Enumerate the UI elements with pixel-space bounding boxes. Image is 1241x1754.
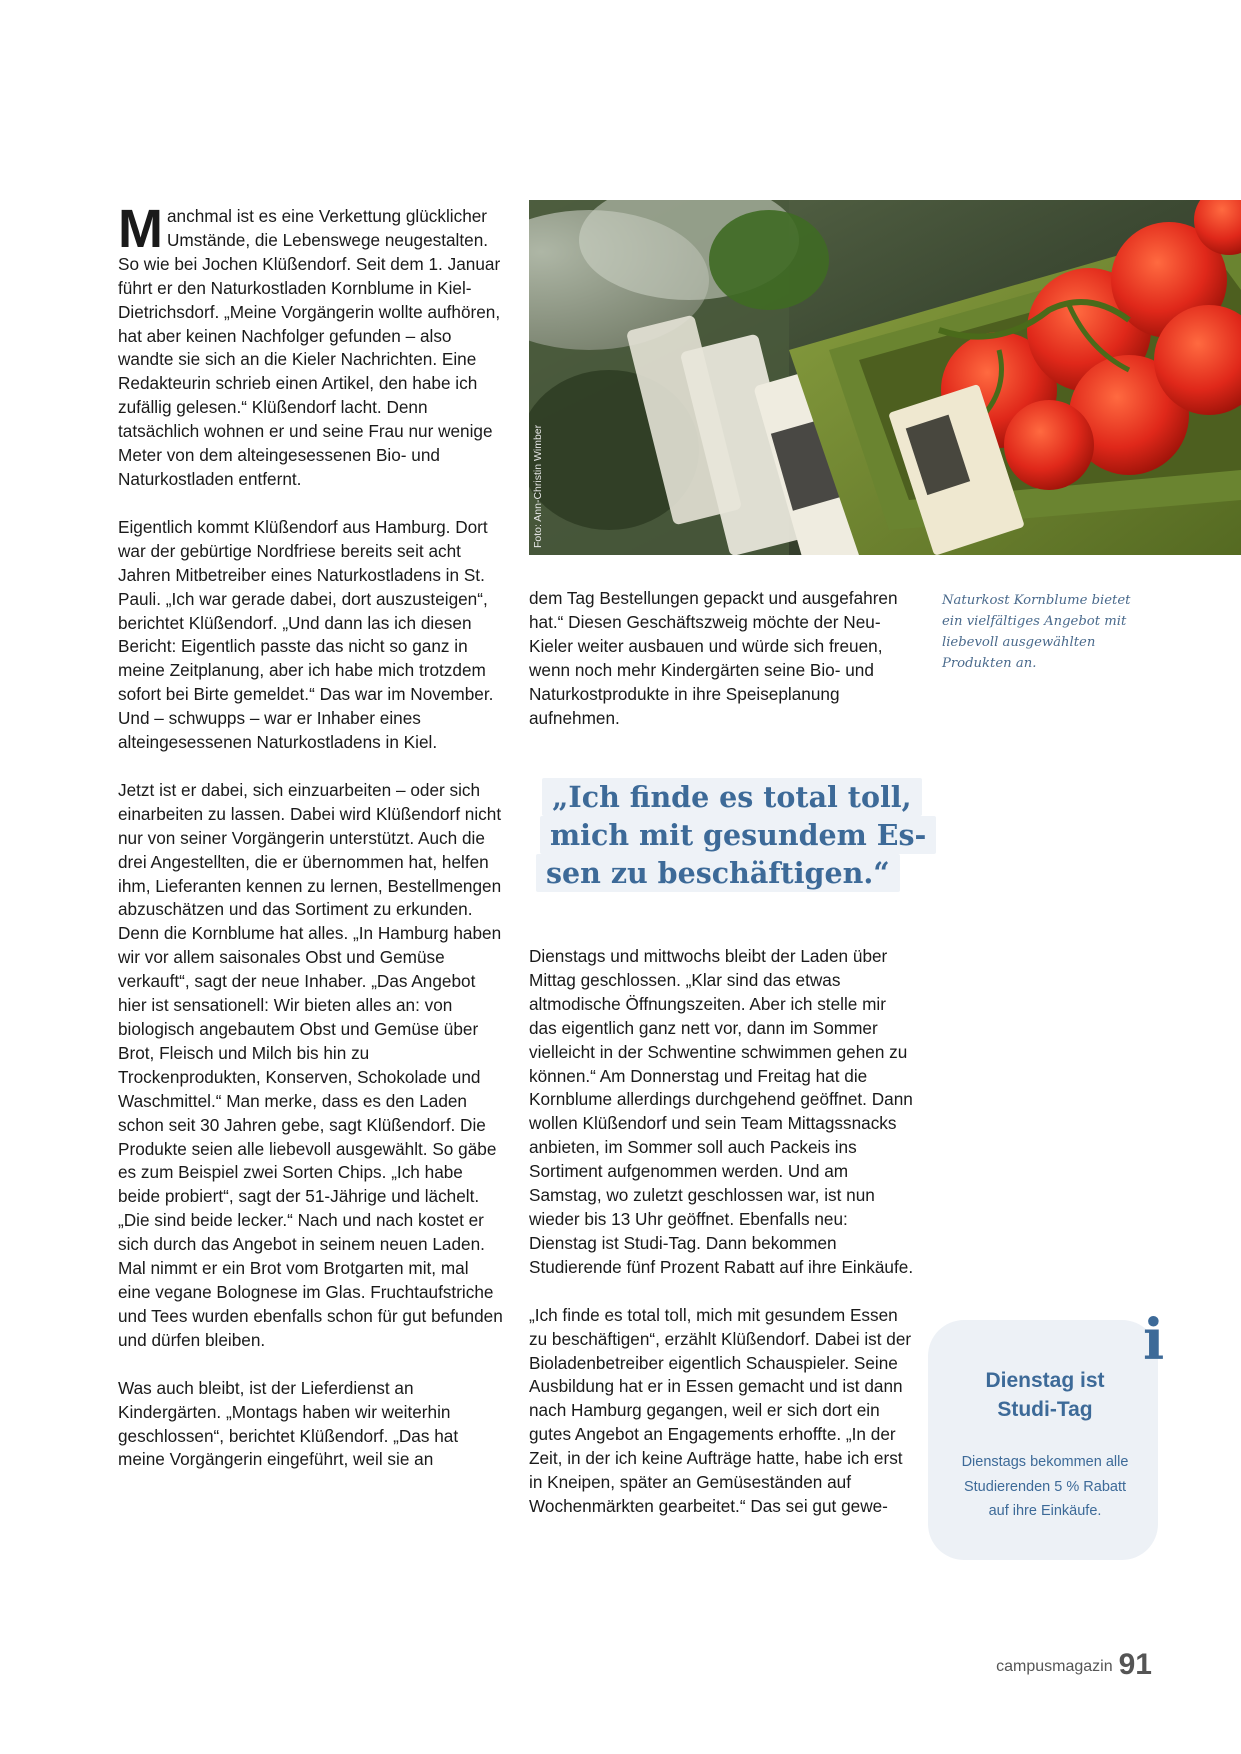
info-box-text <box>940 1450 1150 1524</box>
page-footer <box>980 1648 1152 1682</box>
page-number: 91 <box>1118 1648 1152 1681</box>
info-box <box>928 1320 1158 1560</box>
paragraph: „Ich finde es total toll, mich mit gesundem Essen zu beschäftigen“, erzählt Klüßendorf. Dabei ist der Bioladenbetreiber eigentlich Schauspieler. Seine Ausbildung hat er in Essen gemacht und ist dann nach Hamburg gegangen, weil er sich dort ein gutes Angebot an Engagements erhoffte. „In der Zeit, in der ich keine Aufträge hatte, habe ich erst in Kneipen, später an Gemüseständen auf Wochenmärkten gearbeitet.“ Das sei gut gewe- <box>529 1304 912 1516</box>
article-column-middle-top <box>529 587 914 730</box>
pull-quote <box>536 778 926 892</box>
info-box-text-line: Studierenden 5 % Rabatt <box>963 1478 1127 1495</box>
info-icon: i <box>1143 1307 1165 1373</box>
paragraph: Jetzt ist er dabei, sich einzuarbeiten – oder sich einarbeiten zu lassen. Dabei wird Klüßendorf nicht nur von seiner Vorgängerin unterstützt. Auch die drei Angestellten, die er übernommen hat, helfen ihm, Lieferanten kennen zu lernen, Bestellmengen abzuschätzen und das Sortiment zu erkunden. Denn die Kornblume hat alles. „In Hamburg haben wir vor allem saisonales Obst und Gemüse verkauft“, sagt der neue Inhaber. „Das Angebot hier ist sensationell: Wir bieten alles an: von biologisch angebautem Obst und Gemüse über Brot, Fleisch und Milch bis hin zu Trockenprodukten, Konserven, Schokolade und Waschmittel.“ Man merke, dass es den Laden schon seit 30 Jahren gebe, sagt Klüßendorf. Die Produkte seien alle liebevoll ausgewählt. So gäbe es zum Beispiel zwei Sorten Chips. „Ich habe beide probiert“, sagt der 51-Jährige und lächelt. „Die sind beide lecker.“ Nach und nach kostet er sich durch das Angebot in seinem neuen Laden. Mal nimmt er ein Brot vom Brotgarten mit, mal eine vegane Bolognese im Glas. Fruchtaufstriche und Tees wurden ebenfalls schon für gut befunden und dürfen bleiben. <box>118 779 503 1350</box>
info-box-text-line: auf ihre Einkäufe. <box>988 1503 1102 1519</box>
magazine-name: campusmagazin <box>996 1658 1113 1675</box>
drop-cap: M <box>118 199 163 259</box>
paragraph-text: anchmal ist es eine Verkettung glücklicher Umstände, die Lebenswege neugestalten. So wie bei Jochen Klüßendorf. Seit dem 1. Januar führt er den Naturkostladen Kornblume in Kiel-Dietrichsdorf. „Meine Vorgängerin wollte aufhören, hat aber keinen Nachfolger gefunden – also wandte sie sich an die Kieler Nachrichten. Eine Redakteurin schrieb einen Artikel, den habe ich zufällig gelesen.“ Klüßendorf lacht. Denn tatsächlich wohnen er und seine Frau nur wenige Meter von dem alteingesessenen Bio- und Naturkostladen entfernt. <box>118 206 501 489</box>
info-box-title-line: Studi-Tag <box>997 1398 1093 1421</box>
paragraph: dem Tag Bestellungen gepackt und ausgefahren hat.“ Diesen Geschäftszweig möchte der Neu-Kieler weiter ausbauen und würde sich freuen, wenn noch mehr Kindergärten seine Bio- und Naturkostprodukte in ihre Speiseplanung aufnehmen. <box>529 588 898 728</box>
info-box-title-line: Dienstag ist <box>985 1369 1105 1392</box>
info-box-title <box>940 1366 1150 1424</box>
pull-quote-line: mich mit gesundem Es- <box>540 816 936 854</box>
photo-caption: Naturkost Kornblume bietet ein vielfältiges Angebot mit liebevoll ausgewählten Produkten an. <box>942 593 1131 671</box>
article-photo <box>529 200 1241 555</box>
vegetable-crate-image <box>529 200 1241 555</box>
paragraph: Was auch bleibt, ist der Lieferdienst an Kindergärten. „Montags haben wir weiterhin geschlossen“, berichtet Klüßendorf. „Das hat meine Vorgängerin eingeführt, weil sie an <box>118 1377 459 1470</box>
paragraph: Eigentlich kommt Klüßendorf aus Hamburg. Dort war der gebürtige Nordfriese bereits seit acht Jahren Mitbetreiber eines Naturkostladens in St. Pauli. „Ich war gerade dabei, dort auszusteigen“, berichtet Klüßendorf. „Und dann las ich diesen Bericht: Eigentlich passte das nicht so ganz in meine Zeitplanung, aber ich habe mich trotzdem sofort bei Birte gemeldet.“ Das war im November. Und – schwupps – war er Inhaber eines alteingesessenen Naturkostladens in Kiel. <box>118 516 494 753</box>
pull-quote-line: sen zu beschäftigen.“ <box>536 854 900 892</box>
paragraph <box>118 199 503 492</box>
article-column-middle-bottom <box>529 945 914 1519</box>
photo-credit: Foto: Ann-Christin Wimber <box>532 424 544 548</box>
info-box-text-line: Dienstags bekommen alle <box>961 1454 1129 1470</box>
pull-quote-line: „Ich finde es total toll, <box>542 778 922 816</box>
article-column-left <box>118 199 503 1472</box>
paragraph: Dienstags und mittwochs bleibt der Laden über Mittag geschlossen. „Klar sind das etwas altmodische Öffnungszeiten. Aber ich stelle mir das eigentlich ganz nett vor, dann im Sommer vielleicht in der Schwentine schwimmen gehen zu können.“ Am Donnerstag und Freitag hat die Kornblume allerdings durchgehend geöffnet. Dann wollen Klüßendorf und sein Team Mittagssnacks anbieten, im Sommer soll auch Packeis ins Sortiment aufgenommen werden. Und am Samstag, wo zuletzt geschlossen war, ist nun wieder bis 13 Uhr geöffnet. Ebenfalls neu: Dienstag ist Studi-Tag. Dann bekommen Studierende fünf Prozent Rabatt auf ihre Einkäufe. <box>529 946 914 1277</box>
